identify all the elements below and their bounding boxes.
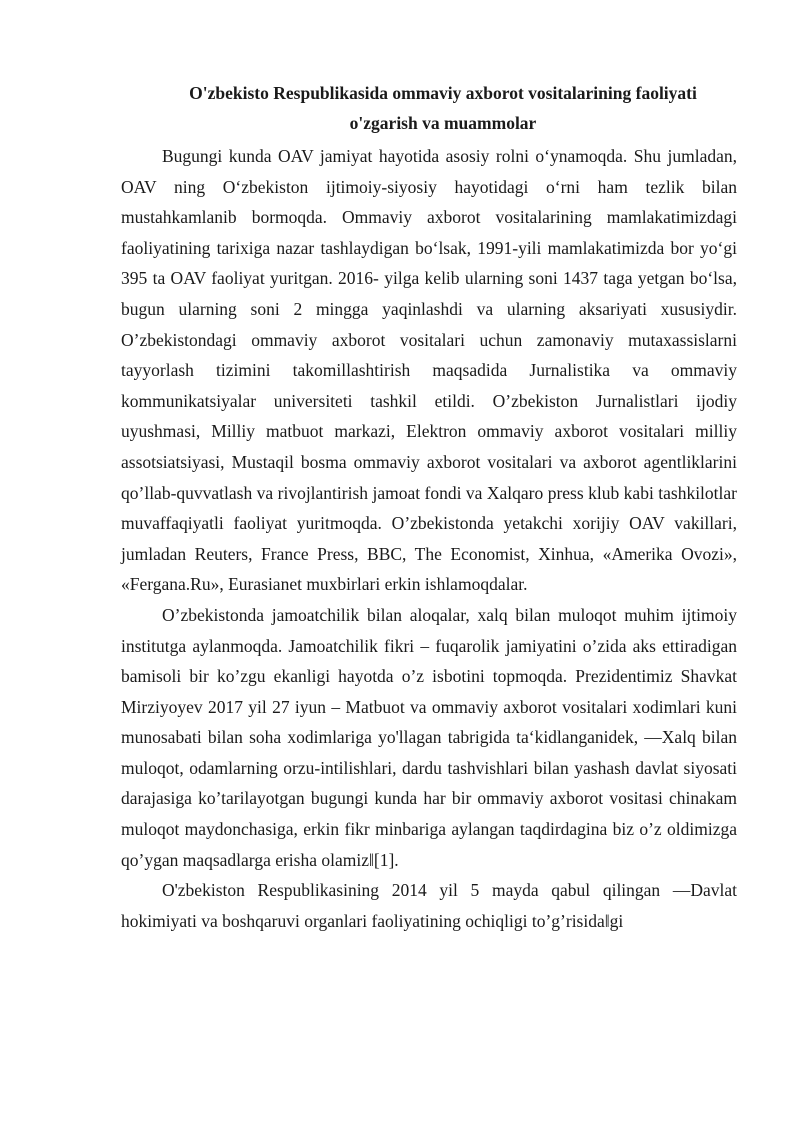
body-paragraph: O’zbekistonda jamoatchilik bilan aloqalar, xalq bilan muloqot muhim ijtimoiy institutga aylanmoqda. Jamoatchilik fikri – fuqarolik jamiyatini o’zida aks ettiradigan bamisoli bir ko’zgu ekanligi hayotda o’z isbotini topmoqda. Prezidentimiz Shavkat Mirziyoyev 2017 yil 27 iyun – Matbuot va ommaviy axborot vositalari xodimlari kuni munosabati bilan soha xodimlariga yo'llagan tabrigida taʻkidlanganidek, ―Xalq bilan muloqot, odamlarning orzu-intilishlari, dardu tashvishlari bilan yashash davlat siyosati darajasiga ko’tarilayotgan bugungi kunda har bir ommaviy axborot vositasi chinakam muloqot maydonchasiga, erkin fikr minbariga aylangan taqdirdagina biz o’z oldimizga qo’ygan maqsadlarga erisha olamiz‖[1].	[121, 604, 737, 870]
body-paragraph: O'zbekiston Respublikasining 2014 yil 5 mayda qabul qilingan ―Davlat hokimiyati va boshqaruvi organlari faoliyatining ochiqligi to’g’risida‖gi	[121, 880, 737, 931]
title-line-2: o'zgarish va muammolar	[349, 113, 537, 133]
document-title	[121, 78, 737, 138]
document-page	[121, 78, 737, 936]
title-line-1: O'zbekisto Respublikasida ommaviy axborot vositalarining faoliyati	[189, 83, 697, 103]
body-paragraph: Bugungi kunda OAV jamiyat hayotida asosiy rolni oʻynamoqda. Shu jumladan, OAV ning Oʻzbekiston ijtimoiy-siyosiy hayotidagi oʻrni ham tezlik bilan mustahkamlanib bormoqda. Ommaviy axborot vositalarining mamlakatimizdagi faoliyatining tarixiga nazar tashlaydigan boʻlsak, 1991-yili mamlakatimizda bor yoʻgi 395 ta OAV faoliyat yuritgan. 2016- yilga kelib ularning soni 1437 taga yetgan boʻlsa, bugun ularning soni 2 mingga yaqinlashdi va ularning aksariyati xususiydir. O’zbekistondagi ommaviy axborot vositalari uchun zamonaviy mutaxassislarni tayyorlash tizimini takomillashtirish maqsadida Jurnalistika va ommaviy kommunikatsiyalar universiteti tashkil etildi. O’zbekiston Jurnalistlari ijodiy uyushmasi, Milliy matbuot markazi, Elektron ommaviy axborot vositalari milliy assotsiatsiyasi, Mustaqil bosma ommaviy axborot vositalari va axborot agentliklarini qo’llab-quvvatlash va rivojlantirish jamoat fondi va Xalqaro press klub kabi tashkilotlar muvaffaqiyatli faoliyat yuritmoqda. O’zbekistonda yetakchi xorijiy OAV vakillari, jumladan Reuters, France Press, BBC, The Economist, Xinhua, «Amerika Ovozi», «Fergana.Ru», Eurasianet muxbirlari erkin ishlamoqdalar.	[121, 146, 737, 595]
